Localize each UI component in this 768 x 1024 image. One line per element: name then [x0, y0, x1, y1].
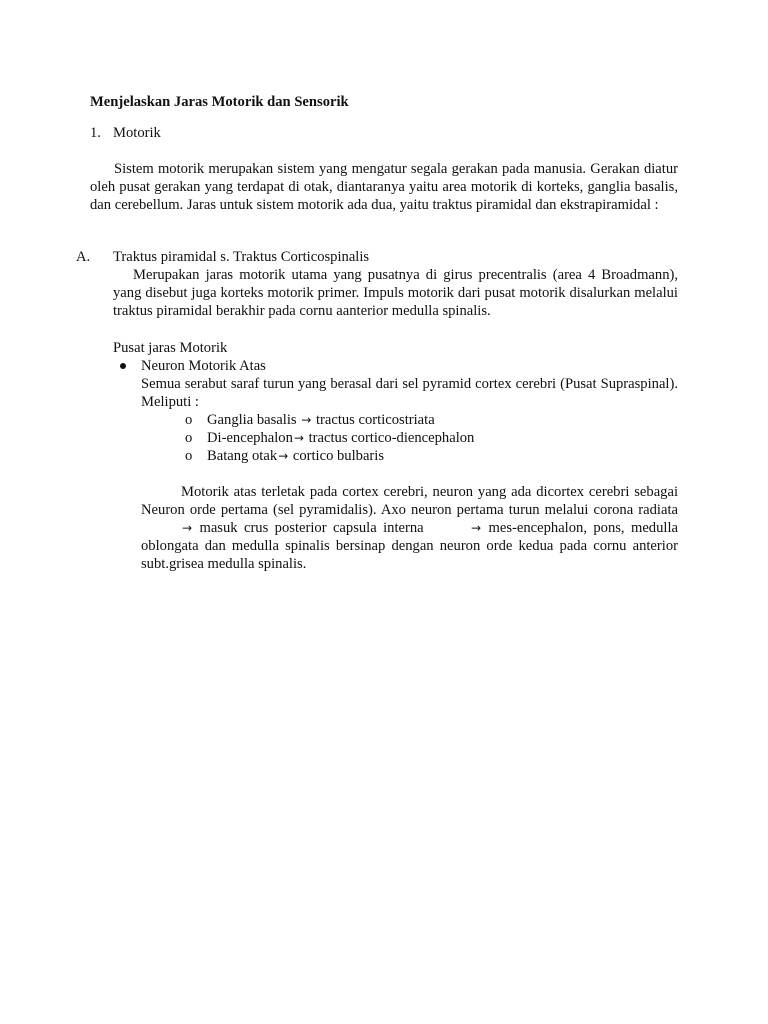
section-a-heading [76, 248, 369, 266]
list-item-to: cortico bulbaris [292, 448, 385, 464]
section-1-paragraph: Sistem motorik merupakan sistem yang mengatur segala gerakan pada manusia. Gerakan diatur oleh pusat gerakan yang terdapat di otak, diantaranya yaitu area motorik di korteks, ganglia basalis, dan cerebellum. Jaras untuk sistem motorik ada dua, yaitu traktus piramidal dan ekstrapiramidal : [90, 161, 678, 213]
motorik-atas-part-1: Motorik atas terletak pada cortex cerebri, neuron yang ada dicortex cerebri sebagai Neuron orde pertama (sel pyramidalis). Axo neuron pertama turun melalui corona radiata [141, 484, 678, 518]
arrow-right-icon: → [182, 521, 193, 535]
motorik-atas-paragraph [141, 483, 678, 573]
motorik-atas-part-3: mes-encephalon, pons, medulla oblongata dan medulla spinalis bersinap dengan neuron orde kedua pada cornu anterior subt.grisea medulla spinalis. [141, 520, 678, 572]
section-1-heading [90, 124, 161, 142]
circle-bullet-icon: o [185, 430, 193, 446]
bullet-dot-icon [120, 363, 126, 369]
list-item-to: tractus cortico-diencephalon [308, 430, 475, 446]
list-item-to: tractus corticostriata [315, 412, 435, 428]
list-item-from: Batang otak [207, 448, 278, 464]
section-a-letter: A. [76, 249, 91, 265]
motorik-atas-part-2: masuk crus posterior capsula interna [199, 520, 424, 536]
arrow-right-icon: → [293, 431, 304, 445]
circle-bullet-icon: o [185, 448, 193, 464]
document-title: Menjelaskan Jaras Motorik dan Sensorik [90, 94, 349, 110]
pusat-jaras-label: Pusat jaras Motorik [113, 340, 228, 356]
section-a-title: Traktus piramidal s. Traktus Corticospinalis [113, 249, 370, 265]
list-item-from: Di-encephalon [207, 430, 293, 446]
section-1-title: Motorik [113, 125, 161, 141]
list-item-from: Ganglia basalis [207, 412, 297, 428]
arrow-right-icon: → [471, 521, 482, 535]
circle-bullet-icon: o [185, 412, 193, 428]
neuron-motorik-paragraph: Semua serabut saraf turun yang berasal dari sel pyramid cortex cerebri (Pusat Supraspinal). Meliputi : [141, 376, 678, 410]
arrow-right-icon: → [301, 413, 312, 427]
bullet-label: Neuron Motorik Atas [141, 358, 266, 374]
arrow-right-icon: → [278, 449, 289, 463]
section-a-paragraph: Merupakan jaras motorik utama yang pusatnya di girus precentralis (area 4 Broadmann), yang disebut juga korteks motorik primer. Impuls motorik dari pusat motorik disalurkan melalui traktus piramidal berakhir pada cornu aanterior medulla spinalis. [113, 267, 678, 319]
section-1-number: 1. [90, 125, 101, 141]
